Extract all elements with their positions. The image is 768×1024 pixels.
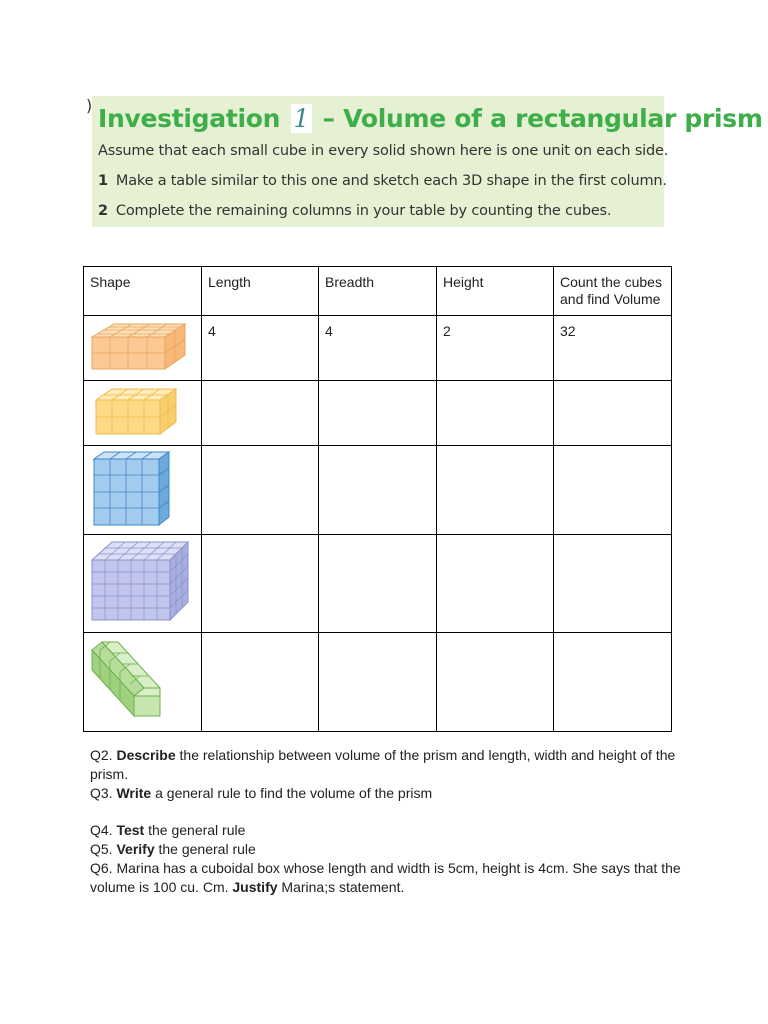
investigation-banner [92,96,763,227]
height-cell: 2 [437,316,554,381]
table-row [84,446,672,535]
table-row [84,633,672,732]
title-prefix: Investigation [98,104,281,133]
header-volume: Count the cubes and find Volume [554,267,672,316]
question-label: Q6. [90,860,113,876]
shape-cell [84,446,202,535]
question-label: Q4. [90,822,113,838]
breadth-cell [319,535,437,633]
question-keyword: Verify [116,841,155,857]
title-suffix: – Volume of a rectangular prism [322,104,763,133]
question-keyword: Justify [232,879,278,895]
question-text: a general rule to find the volume of the prism [151,785,433,801]
volume-cell [554,535,672,633]
length-cell [202,633,319,732]
breadth-cell [319,633,437,732]
header-length: Length [202,267,319,316]
question-label: Q5. [90,841,113,857]
questions-section [90,746,690,897]
banner-step-1 [98,173,667,189]
question-keyword: Write [116,785,152,801]
shape-cell [84,535,202,633]
shape-cell [84,381,202,446]
height-cell [437,381,554,446]
table-row [84,535,672,633]
length-cell [202,381,319,446]
page-edge-mark: ) [86,96,93,115]
step-number: 1 [98,173,108,189]
banner-intro: Assume that each small cube in every solid shown here is one unit on each side. [98,143,669,159]
step-number: 2 [98,203,108,219]
question-text: Marina;s statement. [277,879,405,895]
question-keyword: Describe [116,747,176,763]
question-label: Q3. [90,785,113,801]
question-q3 [90,784,690,803]
volume-cell: 32 [554,316,672,381]
breadth-cell: 4 [319,316,437,381]
volume-table [83,266,672,732]
length-cell [202,535,319,633]
question-text: the general rule [154,841,256,857]
question-q4 [90,821,690,840]
breadth-cell [319,381,437,446]
step-text: Complete the remaining columns in your table by counting the cubes. [115,203,612,219]
question-text: the relationship between volume of the prism and length, width and height of the prism. [90,747,676,782]
yellow-prism-image [90,384,186,438]
question-keyword: Test [116,822,145,838]
title-number: 1 [291,104,313,133]
height-cell [437,446,554,535]
volume-cell [554,446,672,535]
banner-step-2 [98,203,611,219]
header-breadth: Breadth [319,267,437,316]
length-cell [202,446,319,535]
purple-prism-image [90,538,190,624]
length-cell: 4 [202,316,319,381]
header-height: Height [437,267,554,316]
table-header-row [84,267,672,316]
height-cell [437,633,554,732]
question-q5 [90,840,690,859]
shape-cell [84,633,202,732]
header-shape: Shape [84,267,202,316]
table-row [84,316,672,381]
shape-cell [84,316,202,381]
green-prism-image [90,636,190,724]
question-text: the general rule [144,822,246,838]
question-q2 [90,746,690,784]
question-text: Marina has a cuboidal box whose length and width is 5cm, height is 4cm. She says that the volume is 100 cu. Cm. [90,860,681,895]
question-label: Q2. [90,747,113,763]
table-row [84,381,672,446]
breadth-cell [319,446,437,535]
volume-cell [554,633,672,732]
blue-prism-image [90,449,186,527]
step-text: Make a table similar to this one and sketch each 3D shape in the first column. [115,173,667,189]
question-q6 [90,859,690,897]
height-cell [437,535,554,633]
banner-title [98,104,763,133]
orange-prism-image [90,319,186,373]
spacer [90,803,690,821]
volume-cell [554,381,672,446]
